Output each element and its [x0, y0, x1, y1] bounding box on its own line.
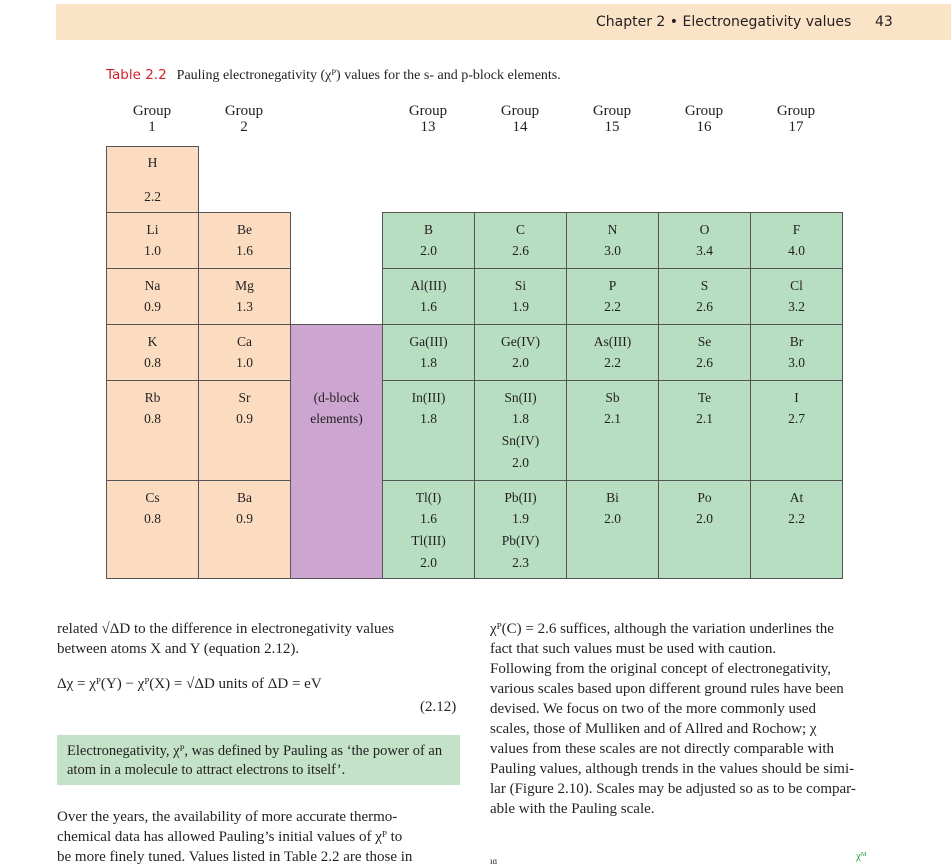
cell-ca — [198, 324, 291, 381]
electronegativity-value: 0.9 — [236, 411, 253, 426]
element-symbol: Ba — [237, 490, 252, 505]
cell-p — [566, 268, 659, 325]
group-label: Group — [592, 103, 632, 119]
cell-f — [750, 212, 843, 269]
electronegativity-value: 4.0 — [788, 243, 805, 258]
element-symbol: Na — [144, 278, 161, 293]
electronegativity-value: 1.8 — [420, 411, 437, 426]
text-line: Following from the original concept of electronegativity, — [490, 661, 832, 677]
element-symbol: Pb(II) — [504, 490, 537, 505]
cell-br — [750, 324, 843, 381]
electronegativity-value: 2.7 — [788, 411, 805, 426]
element-symbol: Mg — [235, 278, 254, 293]
text-line: related √ΔD to the difference in electronegativity values — [57, 621, 395, 637]
cell-aliii — [382, 268, 475, 325]
electronegativity-value: 1.0 — [236, 355, 253, 370]
cell-po — [658, 480, 751, 579]
group-header-15 — [566, 103, 658, 135]
electronegativity-value: 1.8 — [420, 355, 437, 370]
electronegativity-value: 2.6 — [696, 355, 713, 370]
group-number: 1 — [148, 119, 156, 135]
electronegativity-value: 1.6 — [420, 511, 437, 526]
text-line: lar (Figure 2.10). Scales may be adjusted so as to be compar- — [490, 781, 856, 797]
cell-tli — [382, 480, 475, 579]
element-symbol: Al(III) — [410, 278, 447, 293]
electronegativity-value: 0.9 — [144, 299, 161, 314]
group-label: Group — [776, 103, 816, 119]
element-symbol: Bi — [606, 490, 619, 505]
text-line: χᴾ(C) = 2.6 suffices, although the variation underlines the — [490, 621, 834, 637]
cell-geiv — [474, 324, 567, 381]
d-block-label: (d-block — [313, 390, 360, 405]
element-symbol: Ga(III) — [409, 334, 448, 349]
text-line: chemical data has allowed Pauling’s initial values of χᴾ to — [57, 829, 403, 845]
text-line: between atoms X and Y (equation 2.12). — [57, 641, 300, 657]
element-symbol: Li — [146, 222, 159, 237]
group-label: Group — [684, 103, 724, 119]
element-symbol: Te — [697, 390, 712, 405]
cell-si — [474, 268, 567, 325]
table-caption-text: Pauling electronegativity (χᴾ) values for the s- and p-block elements. — [176, 68, 561, 83]
cell-b — [382, 212, 475, 269]
electronegativity-value: 2.2 — [604, 299, 621, 314]
group-number: 15 — [604, 119, 620, 135]
left-column — [57, 619, 461, 659]
element-symbol: Sb — [605, 390, 620, 405]
element-symbol: S — [700, 278, 709, 293]
cell-o — [658, 212, 751, 269]
electronegativity-value: 2.3 — [512, 555, 529, 570]
cell-mg — [198, 268, 291, 325]
element-symbol: As(III) — [593, 334, 632, 349]
element-symbol: P — [608, 278, 617, 293]
cell-snii — [474, 380, 567, 481]
cell-be — [198, 212, 291, 269]
element-symbol: O — [699, 222, 710, 237]
element-symbol: Ca — [237, 334, 252, 349]
element-symbol: Po — [697, 490, 712, 505]
element-symbol: Pb(IV) — [501, 533, 540, 548]
element-symbol: K — [147, 334, 158, 349]
electronegativity-value: 0.9 — [236, 511, 253, 526]
cell-se — [658, 324, 751, 381]
text-line: values from these scales are not directly comparable with — [490, 741, 835, 757]
chapter-title: Chapter 2 • Electronegativity values — [596, 14, 852, 30]
text-line: various scales based upon different ground rules have been — [490, 681, 844, 697]
group-header-17 — [750, 103, 842, 135]
cell-asiii — [566, 324, 659, 381]
electronegativity-value: 1.9 — [512, 299, 529, 314]
running-header — [56, 4, 951, 40]
table-caption — [106, 67, 561, 84]
element-symbol: Tl(III) — [411, 533, 446, 548]
group-label: Group — [224, 103, 264, 119]
electronegativity-value: 3.0 — [788, 355, 805, 370]
electronegativity-value: 2.6 — [696, 299, 713, 314]
electronegativity-value: 1.9 — [512, 511, 529, 526]
electronegativity-value: 2.0 — [512, 455, 529, 470]
cell-pbii — [474, 480, 567, 579]
electronegativity-value: 1.6 — [236, 243, 253, 258]
element-symbol: Be — [237, 222, 252, 237]
group-header-2 — [198, 103, 290, 135]
group-label: Group — [132, 103, 172, 119]
group-header-13 — [382, 103, 474, 135]
element-symbol: N — [607, 222, 618, 237]
cell-k — [106, 324, 199, 381]
electronegativity-value: 2.0 — [420, 555, 437, 570]
element-symbol: Tl(I) — [415, 490, 442, 505]
cell-ba — [198, 480, 291, 579]
cell-iniii — [382, 380, 475, 481]
element-symbol: Si — [514, 278, 527, 293]
element-symbol: Sn(IV) — [501, 433, 540, 448]
margin-logo: χᴹ — [856, 850, 867, 862]
electronegativity-value: 3.2 — [788, 299, 805, 314]
text-line: able with the Pauling scale. — [490, 801, 655, 817]
electronegativity-value: 2.0 — [420, 243, 437, 258]
element-symbol: Se — [697, 334, 712, 349]
group-header-16 — [658, 103, 750, 135]
element-symbol: At — [789, 490, 804, 505]
element-symbol: B — [423, 222, 433, 237]
text-line: Pauling values, although trends in the values should be simi- — [490, 761, 855, 777]
cell-n — [566, 212, 659, 269]
cell-gaiii — [382, 324, 475, 381]
element-symbol: Cl — [790, 278, 803, 293]
definition-box: Electronegativity, χᴾ, was defined by Pauling as ‘the power of an atom in a molecule to attract electrons to itself’. — [57, 735, 460, 785]
group-label: Group — [408, 103, 448, 119]
electronegativity-value: 2.2 — [788, 511, 805, 526]
cell-bi — [566, 480, 659, 579]
group-number: 14 — [512, 119, 528, 135]
element-symbol: Br — [789, 334, 804, 349]
electronegativity-value: 2.6 — [512, 243, 529, 258]
element-symbol: In(III) — [411, 390, 446, 405]
group-header-14 — [474, 103, 566, 135]
electronegativity-value: 3.0 — [604, 243, 621, 258]
electronegativity-value: 0.8 — [144, 511, 161, 526]
element-symbol: Cs — [145, 490, 160, 505]
cell-cl — [750, 268, 843, 325]
left-paragraph — [57, 807, 461, 867]
electronegativity-value: 1.3 — [236, 299, 253, 314]
electronegativity-value: 0.8 — [144, 355, 161, 370]
group-header-1 — [106, 103, 198, 135]
d-block-label: elements) — [310, 411, 363, 426]
electronegativity-value: 2.1 — [696, 411, 713, 426]
element-symbol: H — [147, 155, 158, 170]
group-number: 13 — [420, 119, 436, 135]
element-symbol: Ge(IV) — [501, 334, 540, 349]
group-number: 17 — [788, 119, 804, 135]
right-column — [490, 619, 894, 819]
cell-rb — [106, 380, 199, 481]
cell-s — [658, 268, 751, 325]
electronegativity-value: 2.2 — [604, 355, 621, 370]
cell-sb — [566, 380, 659, 481]
group-label: Group — [500, 103, 540, 119]
cell-te — [658, 380, 751, 481]
electronegativity-value: 2.0 — [696, 511, 713, 526]
cell-li — [106, 212, 199, 269]
text-line: devised. We focus on two of the more commonly used — [490, 701, 816, 717]
cell-d-block — [290, 324, 383, 579]
electronegativity-value: 2.0 — [512, 355, 529, 370]
electronegativity-value: 1.6 — [420, 299, 437, 314]
text-line: Over the years, the availability of more accurate thermo- — [57, 809, 398, 825]
page-number: 43 — [875, 14, 893, 30]
equation-2-12: Δχ = χᴾ(Y) − χᴾ(X) = √ΔD units of ΔD = eV — [57, 676, 322, 692]
cell-c — [474, 212, 567, 269]
group-number: 2 — [240, 119, 248, 135]
cell-h — [106, 146, 199, 213]
table-label: Table 2.2 — [106, 67, 167, 83]
electronegativity-value: 3.4 — [696, 243, 713, 258]
element-symbol: Sr — [238, 390, 251, 405]
equation-number: (2.12) — [420, 699, 457, 715]
electronegativity-value: 2.0 — [604, 511, 621, 526]
element-symbol: F — [792, 222, 801, 237]
element-symbol: Sn(II) — [504, 390, 537, 405]
element-symbol: I — [794, 390, 799, 405]
cell-at — [750, 480, 843, 579]
electronegativity-value: 1.0 — [144, 243, 161, 258]
cell-i — [750, 380, 843, 481]
electronegativity-value: 0.8 — [144, 411, 161, 426]
electronegativity-value: 1.8 — [512, 411, 529, 426]
text-line: be more finely tuned. Values listed in Table 2.2 are those in — [57, 849, 413, 865]
cell-cs — [106, 480, 199, 579]
cell-na — [106, 268, 199, 325]
text-line: fact that such values must be used with caution. — [490, 641, 777, 657]
text-line: scales, those of Mulliken and of Allred and Rochow; χ — [490, 721, 817, 737]
electronegativity-value: 2.2 — [144, 189, 161, 204]
electronegativity-value: 2.1 — [604, 411, 621, 426]
element-symbol: Rb — [144, 390, 161, 405]
cell-sr — [198, 380, 291, 481]
group-number: 16 — [696, 119, 712, 135]
footer-mark: ıɑ — [490, 856, 498, 866]
element-symbol: C — [515, 222, 525, 237]
